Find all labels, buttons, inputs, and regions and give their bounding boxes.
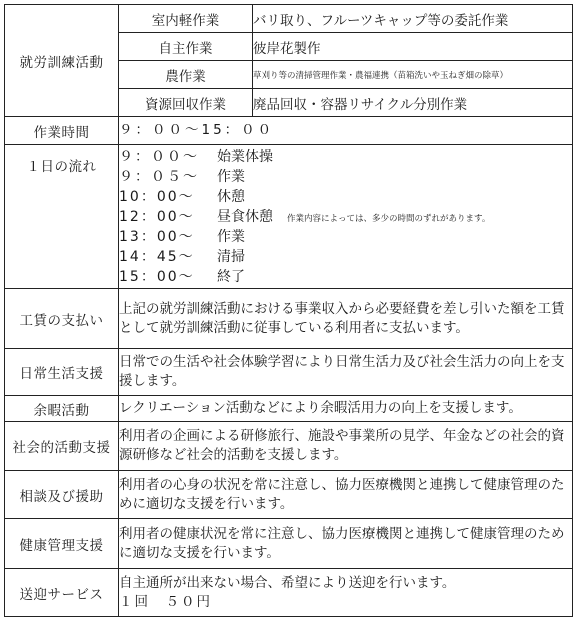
schedule-time: 12：00～ bbox=[119, 208, 195, 225]
schedule-label: １日の流れ bbox=[5, 145, 119, 289]
leisure-label: 余暇活動 bbox=[5, 396, 119, 422]
schedule-item bbox=[119, 247, 572, 267]
schedule-item bbox=[119, 167, 572, 187]
schedule-time: 13：00～ bbox=[119, 228, 195, 245]
hours-row bbox=[5, 117, 573, 145]
training-item-detail: 草刈り等の清掃管理作業・農福連携（苗箱洗いや玉ねぎ畑の除草） bbox=[253, 61, 573, 89]
schedule-note: 作業内容によっては、多少の時間のずれがあります。 bbox=[287, 213, 491, 224]
daily-life-label: 日常生活支援 bbox=[5, 349, 119, 396]
wage-row bbox=[5, 289, 573, 349]
transport-cell bbox=[119, 569, 573, 617]
schedule-time: 14：45〜 bbox=[119, 248, 195, 265]
training-item-detail: バリ取り、フルーツキャップ等の委託作業 bbox=[253, 5, 573, 33]
training-row-1 bbox=[5, 5, 573, 33]
schedule-item bbox=[119, 267, 572, 287]
wage-label: 工賃の支払い bbox=[5, 289, 119, 349]
training-item-detail: 彼岸花製作 bbox=[253, 33, 573, 61]
hours-label: 作業時間 bbox=[5, 117, 119, 145]
consultation-label: 相談及び援助 bbox=[5, 471, 119, 519]
schedule-activity: 昼食休憩 bbox=[217, 208, 273, 225]
consultation-text: 利用者の心身の状況を常に注意し、協力医療機関と連携して健康管理のために適切な支援を行います。 bbox=[119, 471, 573, 519]
health-text: 利用者の健康状況を常に注意し、協力医療機関と連携して健康管理のために適切な支援を行います。 bbox=[119, 519, 573, 569]
training-item-detail: 廃品回収・容器リサイクル分別作業 bbox=[253, 89, 573, 117]
schedule-list bbox=[119, 145, 573, 289]
daily-life-row bbox=[5, 349, 573, 396]
schedule-activity: 始業体操 bbox=[217, 148, 273, 165]
schedule-time: 15：00～ bbox=[119, 268, 195, 285]
schedule-activity: 終了 bbox=[217, 268, 245, 285]
training-label: 就労訓練活動 bbox=[5, 5, 119, 117]
health-label: 健康管理支援 bbox=[5, 519, 119, 569]
hours-value: ９：００～15：００ bbox=[119, 117, 573, 145]
social-row bbox=[5, 422, 573, 471]
schedule-item bbox=[119, 187, 572, 207]
leisure-row bbox=[5, 396, 573, 422]
training-item-name: 資源回収作業 bbox=[119, 89, 253, 117]
social-text: 利用者の企画による研修旅行、施設や事業所の見学、年金などの社会的資源研修など社会的活動を支援します。 bbox=[119, 422, 573, 471]
training-item-name: 自主作業 bbox=[119, 33, 253, 61]
schedule-activity: 清掃 bbox=[217, 248, 245, 265]
schedule-time: ９：０５～ bbox=[119, 168, 199, 185]
wage-text: 上記の就労訓練活動における事業収入から必要経費を差し引いた額を工賃として就労訓練活動に従事している利用者に支払います。 bbox=[119, 289, 573, 349]
schedule-item bbox=[119, 227, 572, 247]
transport-label: 送迎サービス bbox=[5, 569, 119, 617]
schedule-activity: 作業 bbox=[217, 168, 245, 185]
training-item-name: 農作業 bbox=[119, 61, 253, 89]
training-item-name: 室内軽作業 bbox=[119, 5, 253, 33]
schedule-time: ９：００～ bbox=[119, 148, 199, 165]
schedule-activity: 作業 bbox=[217, 228, 245, 245]
daily-life-text: 日常での生活や社会体験学習により日常生活力及び社会生活力の向上を支援します。 bbox=[119, 349, 573, 396]
leisure-text: レクリエーション活動などにより余暇活用力の向上を支援します。 bbox=[119, 396, 573, 422]
social-label: 社会的活動支援 bbox=[5, 422, 119, 471]
transport-row bbox=[5, 569, 573, 617]
schedule-row bbox=[5, 145, 573, 289]
transport-text: 自主通所が出来ない場合、希望により送迎を行います。 bbox=[119, 574, 456, 591]
schedule-time: 10：00～ bbox=[119, 188, 195, 205]
health-row bbox=[5, 519, 573, 569]
schedule-item bbox=[119, 147, 572, 167]
schedule-activity: 休憩 bbox=[217, 188, 245, 205]
service-info-table bbox=[4, 4, 573, 617]
schedule-item bbox=[119, 207, 572, 227]
consultation-row bbox=[5, 471, 573, 519]
transport-fee: １回 ５０円 bbox=[119, 593, 212, 610]
